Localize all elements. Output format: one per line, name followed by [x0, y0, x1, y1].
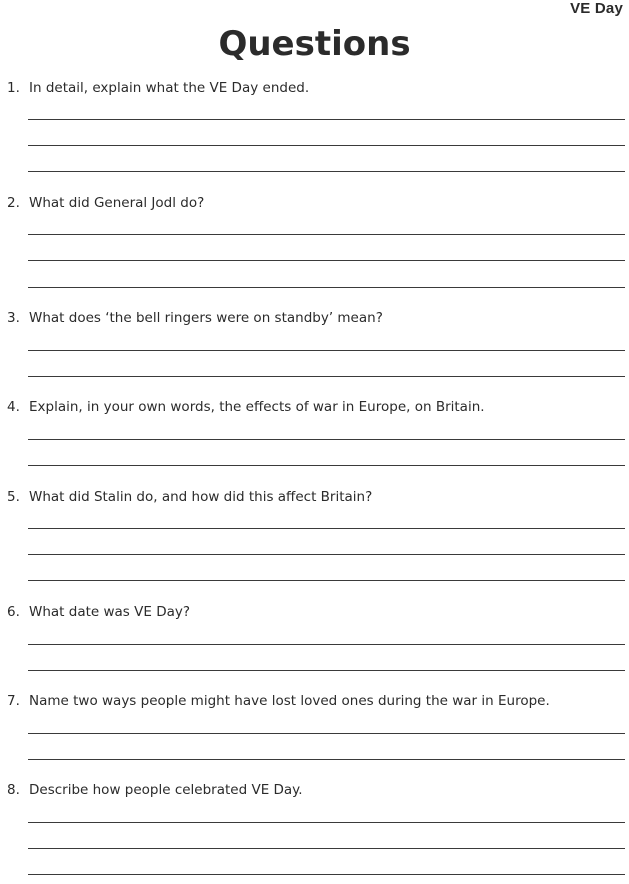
answer-line[interactable] — [28, 759, 625, 760]
answer-line[interactable] — [28, 670, 625, 671]
question-number: 8. — [7, 782, 20, 798]
question-text: What did Stalin do, and how did this affect Britain? — [29, 489, 373, 505]
question-text: In detail, explain what the VE Day ended. — [29, 80, 310, 96]
document-tag: VE Day — [570, 0, 623, 17]
question-number: 5. — [7, 489, 20, 505]
answer-line[interactable] — [28, 733, 625, 734]
answer-line[interactable] — [28, 465, 625, 466]
answer-line[interactable] — [28, 350, 625, 351]
question-text: Explain, in your own words, the effects of war in Europe, on Britain. — [29, 399, 485, 415]
answer-line[interactable] — [28, 260, 625, 261]
answer-line[interactable] — [28, 376, 625, 377]
question-text: Describe how people celebrated VE Day. — [29, 782, 303, 798]
question-number: 3. — [7, 310, 20, 326]
question-number: 6. — [7, 604, 20, 620]
answer-line[interactable] — [28, 528, 625, 529]
answer-line[interactable] — [28, 119, 625, 120]
answer-line[interactable] — [28, 171, 625, 172]
question-text: What did General Jodl do? — [29, 195, 205, 211]
answer-line[interactable] — [28, 822, 625, 823]
answer-line[interactable] — [28, 439, 625, 440]
answer-line[interactable] — [28, 580, 625, 581]
question-text: Name two ways people might have lost loved ones during the war in Europe. — [29, 693, 550, 709]
question-number: 4. — [7, 399, 20, 415]
answer-line[interactable] — [28, 848, 625, 849]
question-text: What date was VE Day? — [29, 604, 191, 620]
answer-line[interactable] — [28, 145, 625, 146]
question-number: 7. — [7, 693, 20, 709]
answer-line[interactable] — [28, 287, 625, 288]
question-number: 1. — [7, 80, 20, 96]
answer-line[interactable] — [28, 644, 625, 645]
question-text: What does ‘the bell ringers were on standby’ mean? — [29, 310, 383, 326]
answer-line[interactable] — [28, 554, 625, 555]
question-number: 2. — [7, 195, 20, 211]
page-title: Questions — [218, 24, 411, 64]
answer-line[interactable] — [28, 874, 625, 875]
answer-line[interactable] — [28, 234, 625, 235]
